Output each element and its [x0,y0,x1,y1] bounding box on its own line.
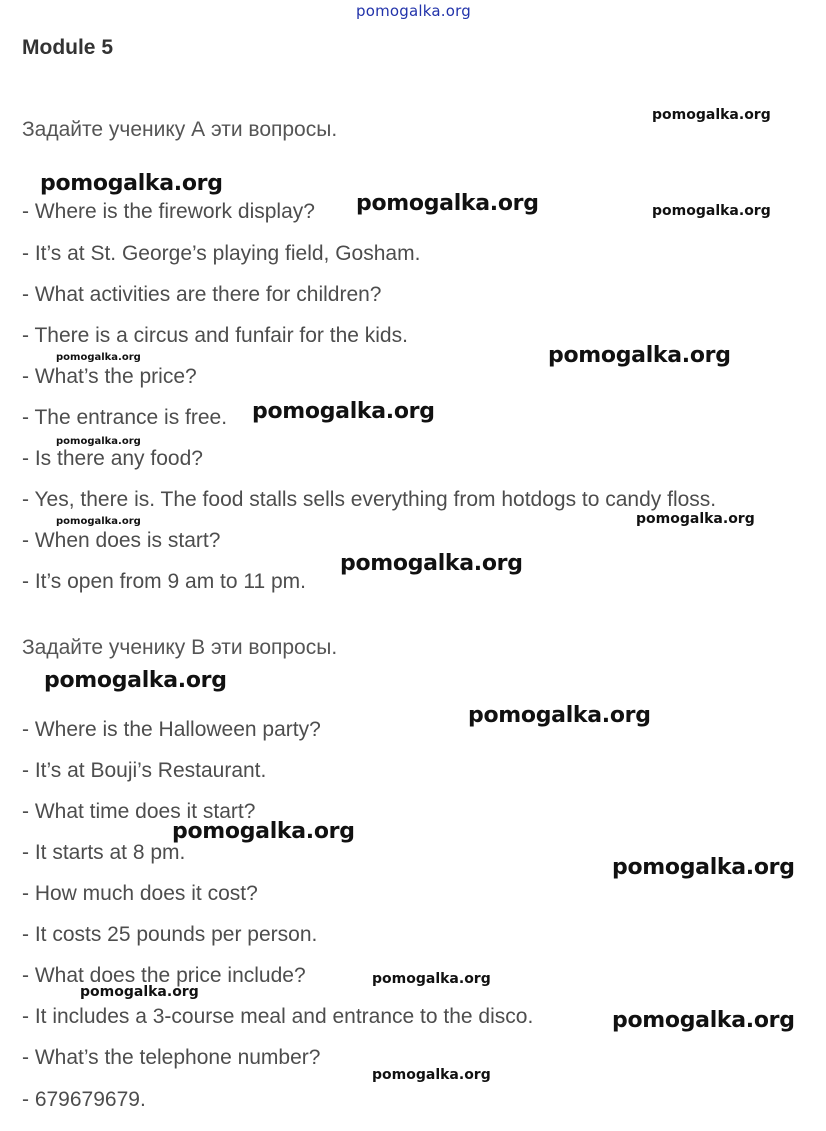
watermark: pomogalka.org [548,343,731,368]
watermark: pomogalka.org [612,855,795,880]
list-item: - There is a circus and funfair for the kids. [22,324,408,347]
list-item: - What activities are there for children? [22,283,382,306]
watermark: pomogalka.org [468,703,651,728]
list-item: - It’s open from 9 am to 11 pm. [22,570,307,593]
list-item: - Where is the firework display? [22,200,315,223]
list-item: - 679679679. [22,1088,146,1111]
watermark: pomogalka.org [80,984,199,1000]
list-item: - How much does it cost? [22,882,258,905]
watermark: pomogalka.org [172,819,355,844]
watermark: pomogalka.org [252,399,435,424]
watermark: pomogalka.org [652,203,771,219]
page-title: Module 5 [22,36,114,59]
list-item: - What does the price include? [22,964,306,987]
list-item: - What’s the telephone number? [22,1046,321,1069]
list-item: - The entrance is free. [22,406,228,429]
list-item: - What’s the price? [22,365,197,388]
watermark: pomogalka.org [372,1067,491,1083]
watermark: pomogalka.org [636,511,755,527]
section-b-heading: Задайте ученику В эти вопросы. [22,636,338,659]
list-item: - Yes, there is. The food stalls sells everything from hotdogs to candy floss. [22,488,717,511]
watermark: pomogalka.org [612,1008,795,1033]
watermark-top: pomogalka.org [356,2,471,20]
watermark: pomogalka.org [56,516,141,527]
list-item: - It starts at 8 pm. [22,841,186,864]
list-item: - It’s at Bouji’s Restaurant. [22,759,267,782]
watermark: pomogalka.org [56,436,141,447]
watermark: pomogalka.org [340,551,523,576]
list-item: - Where is the Halloween party? [22,718,321,741]
list-item: - It costs 25 pounds per person. [22,923,318,946]
list-item: - When does is start? [22,529,221,552]
watermark: pomogalka.org [40,171,223,196]
list-item: - It includes a 3-course meal and entrance to the disco. [22,1005,534,1028]
list-item: - What time does it start? [22,800,256,823]
section-a-heading: Задайте ученику А эти вопросы. [22,118,338,141]
watermark: pomogalka.org [44,668,227,693]
watermark: pomogalka.org [652,107,771,123]
watermark: pomogalka.org [372,971,491,987]
watermark: pomogalka.org [356,191,539,216]
list-item: - It’s at St. George’s playing field, Gosham. [22,242,421,265]
list-item: - Is there any food? [22,447,203,470]
watermark: pomogalka.org [56,352,141,363]
